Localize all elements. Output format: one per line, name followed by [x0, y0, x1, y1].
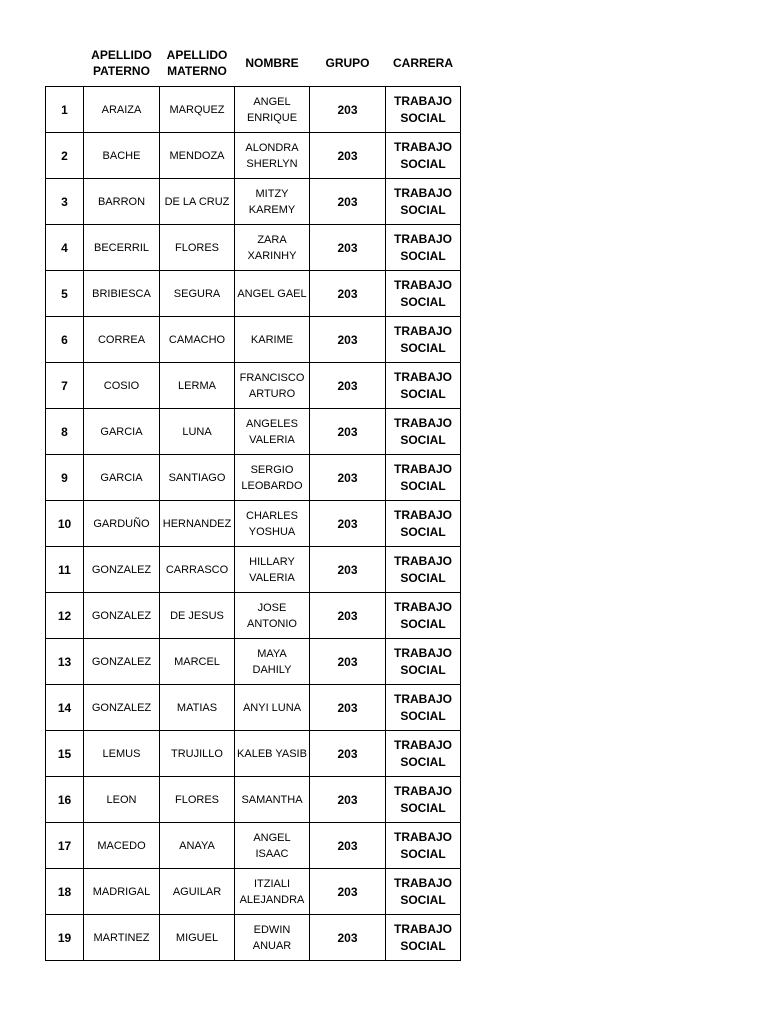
apellido-paterno-cell: COSIO [84, 363, 160, 409]
row-number: 16 [46, 777, 84, 823]
table-row [46, 317, 461, 363]
header-number [46, 40, 84, 87]
apellido-paterno-cell: BARRON [84, 179, 160, 225]
nombre-cell: EDWIN ANUAR [235, 915, 310, 961]
apellido-paterno-cell: CORREA [84, 317, 160, 363]
carrera-cell: TRABAJO SOCIAL [386, 731, 461, 777]
apellido-paterno-cell: LEMUS [84, 731, 160, 777]
grupo-cell: 203 [310, 363, 386, 409]
apellido-materno-cell: DE LA CRUZ [160, 179, 235, 225]
apellido-paterno-cell: BACHE [84, 133, 160, 179]
apellido-materno-cell: LUNA [160, 409, 235, 455]
header-row [46, 40, 461, 87]
nombre-cell: SAMANTHA [235, 777, 310, 823]
carrera-cell: TRABAJO SOCIAL [386, 501, 461, 547]
row-number: 19 [46, 915, 84, 961]
header-grupo: GRUPO [325, 56, 370, 70]
table-row [46, 593, 461, 639]
table-row [46, 869, 461, 915]
grupo-cell: 203 [310, 823, 386, 869]
apellido-materno-cell: TRUJILLO [160, 731, 235, 777]
grupo-cell: 203 [310, 593, 386, 639]
header-apellido-materno: APELLIDO MATERNO [166, 48, 228, 78]
header-carrera: CARRERA [393, 56, 453, 70]
carrera-cell: TRABAJO SOCIAL [386, 455, 461, 501]
apellido-paterno-cell: GARCIA [84, 455, 160, 501]
grupo-cell: 203 [310, 547, 386, 593]
apellido-paterno-cell: LEON [84, 777, 160, 823]
nombre-cell: ANGELES VALERIA [235, 409, 310, 455]
nombre-cell: SERGIO LEOBARDO [235, 455, 310, 501]
student-roster-table [45, 40, 461, 961]
row-number: 11 [46, 547, 84, 593]
grupo-cell: 203 [310, 179, 386, 225]
apellido-paterno-cell: GONZALEZ [84, 593, 160, 639]
row-number: 8 [46, 409, 84, 455]
apellido-paterno-cell: MARTINEZ [84, 915, 160, 961]
row-number: 6 [46, 317, 84, 363]
carrera-cell: TRABAJO SOCIAL [386, 179, 461, 225]
nombre-cell: KALEB YASIB [235, 731, 310, 777]
apellido-paterno-cell: GONZALEZ [84, 685, 160, 731]
row-number: 15 [46, 731, 84, 777]
grupo-cell: 203 [310, 455, 386, 501]
nombre-cell: ANYI LUNA [235, 685, 310, 731]
carrera-cell: TRABAJO SOCIAL [386, 363, 461, 409]
row-number: 12 [46, 593, 84, 639]
header-apellido-paterno: APELLIDO PATERNO [91, 48, 152, 78]
grupo-cell: 203 [310, 869, 386, 915]
grupo-cell: 203 [310, 133, 386, 179]
carrera-cell: TRABAJO SOCIAL [386, 915, 461, 961]
grupo-cell: 203 [310, 639, 386, 685]
nombre-cell: CHARLES YOSHUA [235, 501, 310, 547]
table-row [46, 455, 461, 501]
nombre-cell: ZARA XARINHY [235, 225, 310, 271]
apellido-materno-cell: AGUILAR [160, 869, 235, 915]
apellido-materno-cell: CAMACHO [160, 317, 235, 363]
row-number: 17 [46, 823, 84, 869]
nombre-cell: ANGEL ENRIQUE [235, 87, 310, 133]
row-number: 3 [46, 179, 84, 225]
row-number: 1 [46, 87, 84, 133]
row-number: 14 [46, 685, 84, 731]
apellido-materno-cell: FLORES [160, 225, 235, 271]
apellido-paterno-cell: GARCIA [84, 409, 160, 455]
table-row [46, 133, 461, 179]
grupo-cell: 203 [310, 685, 386, 731]
apellido-materno-cell: MENDOZA [160, 133, 235, 179]
table-row [46, 179, 461, 225]
grupo-cell: 203 [310, 225, 386, 271]
carrera-cell: TRABAJO SOCIAL [386, 639, 461, 685]
row-number: 18 [46, 869, 84, 915]
nombre-cell: JOSE ANTONIO [235, 593, 310, 639]
nombre-cell: KARIME [235, 317, 310, 363]
carrera-cell: TRABAJO SOCIAL [386, 869, 461, 915]
apellido-materno-cell: SEGURA [160, 271, 235, 317]
header-nombre: NOMBRE [245, 56, 299, 70]
table-row [46, 731, 461, 777]
carrera-cell: TRABAJO SOCIAL [386, 409, 461, 455]
table-row [46, 685, 461, 731]
apellido-paterno-cell: BECERRIL [84, 225, 160, 271]
carrera-cell: TRABAJO SOCIAL [386, 225, 461, 271]
apellido-paterno-cell: ARAIZA [84, 87, 160, 133]
nombre-cell: MITZY KAREMY [235, 179, 310, 225]
carrera-cell: TRABAJO SOCIAL [386, 685, 461, 731]
grupo-cell: 203 [310, 915, 386, 961]
apellido-materno-cell: SANTIAGO [160, 455, 235, 501]
grupo-cell: 203 [310, 317, 386, 363]
carrera-cell: TRABAJO SOCIAL [386, 271, 461, 317]
carrera-cell: TRABAJO SOCIAL [386, 823, 461, 869]
nombre-cell: MAYA DAHILY [235, 639, 310, 685]
apellido-materno-cell: CARRASCO [160, 547, 235, 593]
carrera-cell: TRABAJO SOCIAL [386, 87, 461, 133]
apellido-materno-cell: MARQUEZ [160, 87, 235, 133]
grupo-cell: 203 [310, 271, 386, 317]
apellido-materno-cell: HERNANDEZ [160, 501, 235, 547]
nombre-cell: HILLARY VALERIA [235, 547, 310, 593]
table-row [46, 915, 461, 961]
grupo-cell: 203 [310, 87, 386, 133]
apellido-paterno-cell: MADRIGAL [84, 869, 160, 915]
table-row [46, 271, 461, 317]
table-row [46, 823, 461, 869]
row-number: 5 [46, 271, 84, 317]
carrera-cell: TRABAJO SOCIAL [386, 593, 461, 639]
row-number: 7 [46, 363, 84, 409]
nombre-cell: ITZIALI ALEJANDRA [235, 869, 310, 915]
carrera-cell: TRABAJO SOCIAL [386, 133, 461, 179]
table-row [46, 501, 461, 547]
apellido-materno-cell: DE JESUS [160, 593, 235, 639]
table-body [46, 87, 461, 961]
apellido-materno-cell: MATIAS [160, 685, 235, 731]
table-row [46, 225, 461, 271]
table-row [46, 547, 461, 593]
nombre-cell: ALONDRA SHERLYN [235, 133, 310, 179]
apellido-materno-cell: MARCEL [160, 639, 235, 685]
apellido-paterno-cell: GONZALEZ [84, 639, 160, 685]
row-number: 10 [46, 501, 84, 547]
grupo-cell: 203 [310, 777, 386, 823]
table-row [46, 639, 461, 685]
apellido-materno-cell: LERMA [160, 363, 235, 409]
grupo-cell: 203 [310, 501, 386, 547]
carrera-cell: TRABAJO SOCIAL [386, 547, 461, 593]
row-number: 4 [46, 225, 84, 271]
row-number: 13 [46, 639, 84, 685]
table-row [46, 87, 461, 133]
nombre-cell: ANGEL GAEL [235, 271, 310, 317]
table-row [46, 777, 461, 823]
table-row [46, 409, 461, 455]
table-header [46, 40, 461, 87]
apellido-paterno-cell: BRIBIESCA [84, 271, 160, 317]
grupo-cell: 203 [310, 731, 386, 777]
apellido-materno-cell: FLORES [160, 777, 235, 823]
table-row [46, 363, 461, 409]
apellido-materno-cell: MIGUEL [160, 915, 235, 961]
nombre-cell: ANGEL ISAAC [235, 823, 310, 869]
carrera-cell: TRABAJO SOCIAL [386, 317, 461, 363]
nombre-cell: FRANCISCO ARTURO [235, 363, 310, 409]
row-number: 2 [46, 133, 84, 179]
row-number: 9 [46, 455, 84, 501]
apellido-paterno-cell: GONZALEZ [84, 547, 160, 593]
grupo-cell: 203 [310, 409, 386, 455]
apellido-materno-cell: ANAYA [160, 823, 235, 869]
apellido-paterno-cell: GARDUÑO [84, 501, 160, 547]
carrera-cell: TRABAJO SOCIAL [386, 777, 461, 823]
apellido-paterno-cell: MACEDO [84, 823, 160, 869]
